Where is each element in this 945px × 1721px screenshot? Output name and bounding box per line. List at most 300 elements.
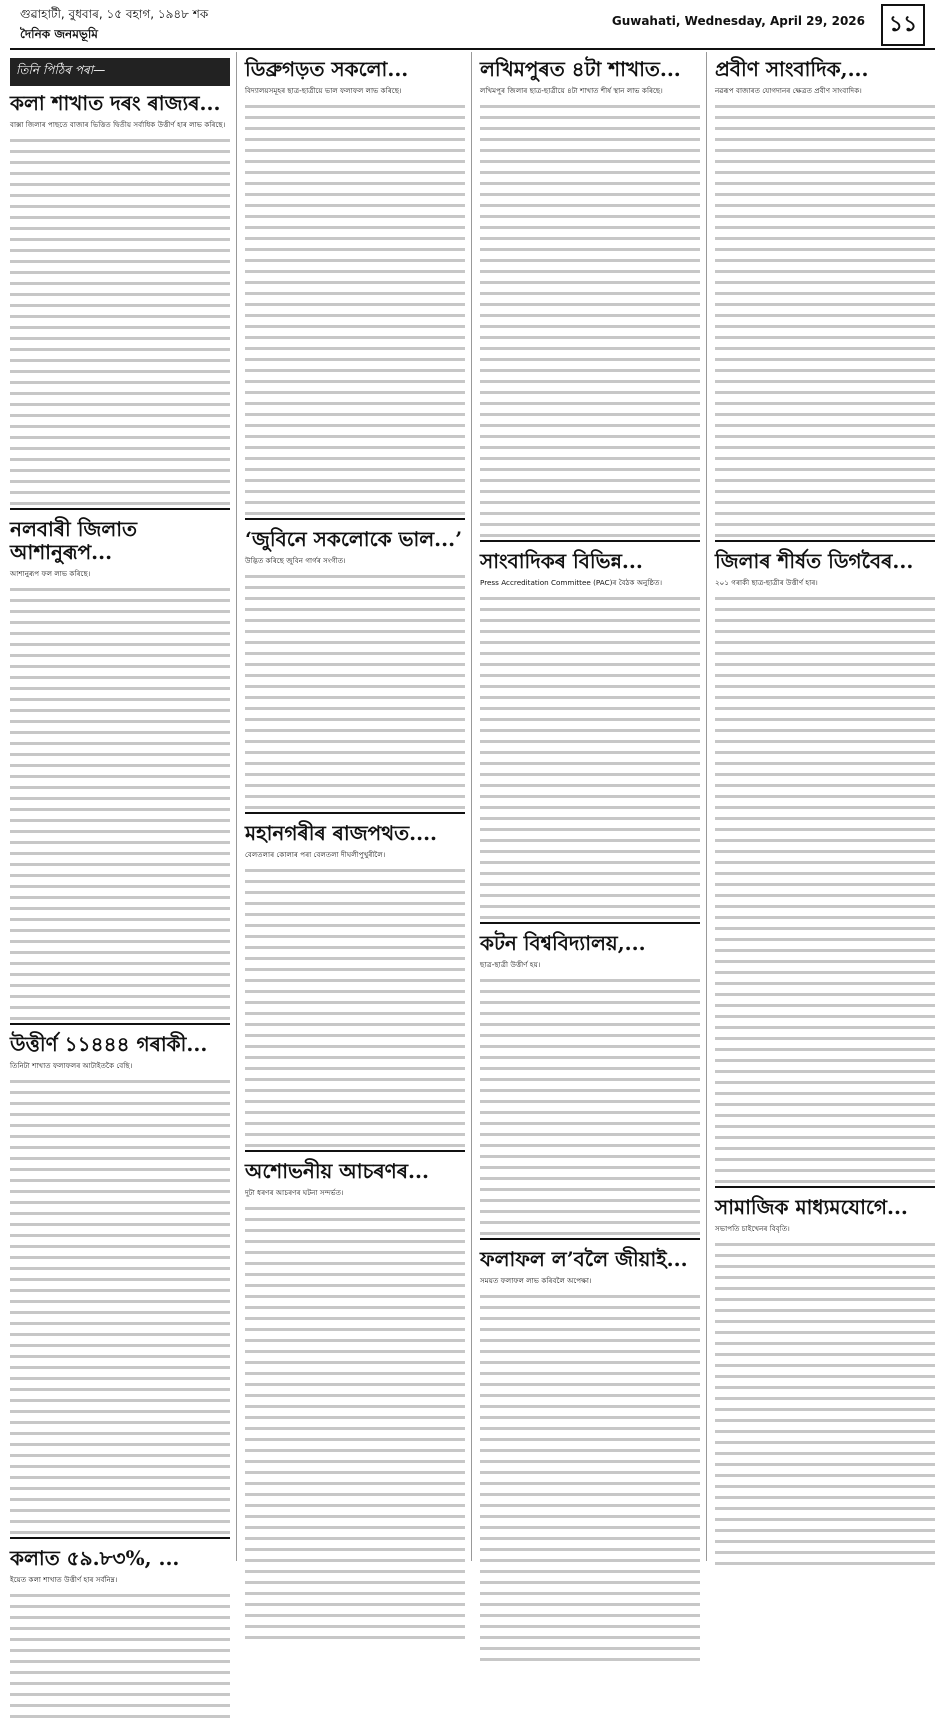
article-body-line: [480, 1576, 700, 1587]
article-body-line: [480, 680, 700, 691]
article-body-line: [10, 1493, 230, 1504]
article-body-line: [10, 847, 230, 858]
article-headline[interactable]: কলাত ৫৯.৮৩%, ...: [10, 1546, 180, 1570]
article-headline[interactable]: কটন বিশ্ববিদ্যালয়,...: [480, 931, 646, 955]
article-body-line: [245, 1312, 465, 1323]
article-body-line: [715, 878, 935, 889]
article-body-line: [480, 320, 700, 331]
article-lead: ২০১ গৰাকী ছাত্ৰ-ছাত্ৰীৰ উত্তীৰ্ণ হাৰ।: [715, 578, 818, 587]
article-body-line: [715, 801, 935, 812]
article-body-line: [245, 963, 465, 974]
article-body-line: [245, 996, 465, 1007]
article-body-line: [715, 199, 935, 210]
article-body-line: [480, 452, 700, 463]
article-body-line: [10, 858, 230, 869]
article-body-line: [715, 900, 935, 911]
article-body-line: [245, 419, 465, 430]
article-body-line: [480, 812, 700, 823]
article-body-line: [245, 452, 465, 463]
article-body-line: [480, 331, 700, 342]
article-body-line: [10, 1001, 230, 1012]
column-1: [10, 52, 237, 1584]
article-body-line: [480, 100, 700, 111]
article-body-line: [10, 583, 230, 594]
article-body-line: [10, 1141, 230, 1152]
article-body-line: [245, 897, 465, 908]
article-body-line: [480, 1653, 700, 1664]
article-body-line: [10, 1460, 230, 1471]
article-body-line: [245, 930, 465, 941]
article-body-line: [480, 1543, 700, 1554]
article-body-line: [245, 801, 465, 812]
article-body-line: [245, 1367, 465, 1378]
article-body-line: [480, 713, 700, 724]
article-body-line: [715, 1546, 935, 1557]
article-lead: বেলতলাৰ কোলাৰ পৰা বেলতলা দীঘলীপুখুৰীলৈ।: [245, 850, 386, 859]
article-body-line: [10, 1240, 230, 1251]
article-body-line: [480, 691, 700, 702]
article-headline[interactable]: ফলাফল ল’বলৈ জীয়াই...: [480, 1247, 688, 1271]
article-headline[interactable]: অশোভনীয় আচৰণৰ...: [245, 1159, 429, 1183]
article-lead: সময়ত ফলাফল লাভ কৰিবলৈ অপেক্ষা।: [480, 1276, 592, 1285]
article-body-line: [480, 1183, 700, 1194]
article-body-line: [10, 200, 230, 211]
article-body-line: [715, 658, 935, 669]
article: [715, 58, 935, 540]
article-body-line: [715, 1425, 935, 1436]
article-body-line: [480, 1172, 700, 1183]
article-body-line: [715, 1381, 935, 1392]
article-body-line: [10, 990, 230, 1001]
article-body-line: [10, 442, 230, 453]
article-body-line: [10, 1218, 230, 1229]
article-body-line: [480, 790, 700, 801]
article-headline[interactable]: সাংবাদিকৰ বিভিন্ন...: [480, 549, 643, 573]
article-body-line: [10, 1108, 230, 1119]
article-body-line: [480, 867, 700, 878]
article-body-line: [480, 1095, 700, 1106]
article-body-line: [715, 1348, 935, 1359]
article-body-line: [480, 768, 700, 779]
article-body-line: [10, 1086, 230, 1097]
article-body-line: [10, 748, 230, 759]
article-body-line: [480, 603, 700, 614]
article-body-line: [715, 768, 935, 779]
article-body-line: [480, 1216, 700, 1227]
article-body-line: [715, 452, 935, 463]
article-headline[interactable]: লখিমপুৰত ৪টা শাখাত...: [480, 57, 681, 81]
article-body-line: [480, 166, 700, 177]
article-body-line: [480, 911, 700, 922]
article-body-line: [480, 834, 700, 845]
article-body-line: [245, 155, 465, 166]
article-body-line: [10, 486, 230, 497]
article-headline[interactable]: জিলাৰ শীৰ্ষত ডিগবৈৰ...: [715, 549, 914, 573]
article-body-line: [480, 243, 700, 254]
article-body-line: [480, 1007, 700, 1018]
article-body-line: [480, 1433, 700, 1444]
article-body-line: [715, 592, 935, 603]
article-body-line: [10, 343, 230, 354]
article-body-line: [10, 682, 230, 693]
article-body-line: [10, 660, 230, 671]
article-body-line: [245, 1095, 465, 1106]
article-body-line: [480, 397, 700, 408]
article-body-line: [10, 134, 230, 145]
article-body-line: [715, 298, 935, 309]
article-body-line: [245, 298, 465, 309]
article-body-line: [10, 1600, 230, 1611]
article-body-line: [715, 757, 935, 768]
article-body-line: [715, 1436, 935, 1447]
article-body-line: [715, 1337, 935, 1348]
article-body-line: [480, 1488, 700, 1499]
article-body-line: [480, 353, 700, 364]
article-body-line: [10, 1174, 230, 1185]
article: [245, 518, 465, 812]
article-body-line: [10, 935, 230, 946]
article-headline[interactable]: ‘জুবিনে সকলোকে ভাল...’: [245, 527, 463, 551]
article-body-line: [480, 485, 700, 496]
article-body-line: [10, 1306, 230, 1317]
article-body-line: [245, 397, 465, 408]
article-body-line: [245, 757, 465, 768]
article-body-line: [480, 1422, 700, 1433]
article-body-line: [10, 1710, 230, 1721]
article-body-line: [715, 331, 935, 342]
article-body-line: [10, 1295, 230, 1306]
article-body-line: [480, 1227, 700, 1238]
article: [10, 92, 230, 508]
article-body-line: [10, 145, 230, 156]
article-body-line: [245, 309, 465, 320]
article-body-line: [480, 375, 700, 386]
article-body-line: [715, 265, 935, 276]
article-body-line: [715, 397, 935, 408]
article-body-line: [245, 430, 465, 441]
article-body-line: [480, 1205, 700, 1216]
article-body-line: [10, 1152, 230, 1163]
article-body-line: [10, 1273, 230, 1284]
article-body-line: [245, 331, 465, 342]
article-body-line: [715, 232, 935, 243]
article-body-line: [480, 441, 700, 452]
article-body-line: [245, 603, 465, 614]
article-body-line: [245, 1411, 465, 1422]
article-body-line: [480, 669, 700, 680]
article-body-line: [10, 244, 230, 255]
date-english: Guwahati, Wednesday, April 29, 2026: [611, 14, 865, 28]
article-body-line: [245, 647, 465, 658]
article-body-line: [715, 889, 935, 900]
article-body-line: [245, 779, 465, 790]
article-body-line: [245, 1040, 465, 1051]
article-body-line: [480, 1631, 700, 1642]
article-body-line: [245, 1565, 465, 1576]
article-body-line: [480, 1323, 700, 1334]
article-body-line: [245, 408, 465, 419]
article-body-line: [245, 1073, 465, 1084]
article-body-line: [480, 364, 700, 375]
article-body-line: [10, 167, 230, 178]
article-body-line: [715, 1315, 935, 1326]
article-body-line: [10, 1589, 230, 1600]
article-body-line: [480, 463, 700, 474]
article-body-line: [245, 386, 465, 397]
article-body-line: [245, 1106, 465, 1117]
article-body-line: [715, 309, 935, 320]
article-body-line: [245, 746, 465, 757]
article-body-line: [715, 342, 935, 353]
article-headline[interactable]: নলবাৰী জিলাত আশানুৰূপ...: [10, 517, 138, 564]
article-body-line: [10, 891, 230, 902]
article: [10, 1023, 230, 1537]
article-body-line: [480, 254, 700, 265]
article-headline[interactable]: উত্তীৰ্ণ ১১৪৪৪ গৰাকী...: [10, 1032, 208, 1056]
article-body-line: [245, 276, 465, 287]
article-body-line: [245, 1543, 465, 1554]
article-lead: লখিমপুৰ জিলাৰ ছাত্ৰ-ছাত্ৰীয়ে ৪টা শাখাত শীৰ্ষ স্থান লাভ কৰিছে।: [480, 86, 663, 95]
article: [715, 1186, 935, 1568]
article-body-line: [715, 713, 935, 724]
article-body-line: [245, 232, 465, 243]
article-body-line: [10, 1394, 230, 1405]
article-body-line: [245, 1378, 465, 1389]
article-body-line: [715, 790, 935, 801]
article-body-line: [480, 529, 700, 540]
article: [480, 58, 700, 540]
article-body-line: [10, 693, 230, 704]
article-body-line: [245, 702, 465, 713]
article-body-line: [480, 1334, 700, 1345]
article-body-line: [480, 1128, 700, 1139]
article-body-line: [245, 1301, 465, 1312]
article-body-line: [10, 1611, 230, 1622]
article-body-line: [480, 1084, 700, 1095]
article-body-line: [10, 726, 230, 737]
article-headline[interactable]: সামাজিক মাধ্যমযোগে...: [715, 1195, 908, 1219]
article-body-line: [10, 354, 230, 365]
article-body-line: [10, 387, 230, 398]
article-body-line: [245, 1532, 465, 1543]
article-body-line: [480, 1466, 700, 1477]
article-body-line: [480, 1389, 700, 1400]
article-body-line: [715, 1065, 935, 1076]
article-body-line: [245, 724, 465, 735]
article-body-line: [480, 518, 700, 529]
article-body-line: [715, 779, 935, 790]
article-body-line: [715, 955, 935, 966]
article-body-line: [245, 864, 465, 875]
article-body-line: [245, 614, 465, 625]
article-body-line: [480, 287, 700, 298]
article-body-line: [480, 1018, 700, 1029]
article-headline[interactable]: মহানগৰীৰ ৰাজপথত....: [245, 821, 438, 845]
article-body-line: [480, 419, 700, 430]
article-body-line: [10, 1372, 230, 1383]
article-body-line: [10, 1688, 230, 1699]
article-body-line: [245, 133, 465, 144]
article-body-line: [480, 1598, 700, 1609]
article-body-line: [245, 1499, 465, 1510]
article-body-line: [245, 1062, 465, 1073]
article-body-line: [245, 1356, 465, 1367]
article-body-line: [245, 1345, 465, 1356]
column-4: [715, 52, 935, 1561]
article-lead: Press Accreditation Committee (PAC)ৰ বৈঠক অনুষ্ঠিত।: [480, 578, 663, 587]
article-body-line: [10, 825, 230, 836]
article-body-line: [10, 1196, 230, 1207]
article-body-line: [480, 210, 700, 221]
article-body-line: [715, 1535, 935, 1546]
article-body-line: [245, 1334, 465, 1345]
article-body-line: [245, 265, 465, 276]
article-body-line: [245, 122, 465, 133]
article-body-line: [715, 144, 935, 155]
article-body-line: [245, 1279, 465, 1290]
article-body-line: [715, 133, 935, 144]
article-body-line: [245, 221, 465, 232]
article-body-line: [245, 875, 465, 886]
article-body-line: [715, 408, 935, 419]
article-body-line: [10, 1251, 230, 1262]
article-body-line: [480, 309, 700, 320]
article-body-line: [715, 823, 935, 834]
article-body-line: [480, 1356, 700, 1367]
article-body-line: [10, 211, 230, 222]
article-body-line: [480, 985, 700, 996]
article-lead: ইয়েত কলা শাখাত উত্তীৰ্ণ হাৰ সৰ্বনিম্ন।: [10, 1575, 118, 1584]
article-body-line: [245, 1477, 465, 1488]
article-body-line: [10, 1622, 230, 1633]
column-2: [245, 52, 472, 1561]
article-body-line: [10, 1317, 230, 1328]
article-body-line: [480, 1411, 700, 1422]
article-body-line: [715, 999, 935, 1010]
article-body-line: [245, 1389, 465, 1400]
article-body-line: [10, 924, 230, 935]
article-body-line: [245, 1422, 465, 1433]
article-body-line: [10, 1482, 230, 1493]
article-body-line: [10, 299, 230, 310]
article-body-line: [10, 1229, 230, 1240]
article-body-line: [245, 790, 465, 801]
article-body-line: [245, 474, 465, 485]
article-body-line: [245, 886, 465, 897]
article-body-line: [715, 845, 935, 856]
article-body-line: [10, 431, 230, 442]
article-body-line: [480, 746, 700, 757]
article-body-line: [480, 702, 700, 713]
article-body-line: [10, 178, 230, 189]
article-body-line: [245, 636, 465, 647]
article-body-line: [480, 1062, 700, 1073]
article-body-line: [10, 770, 230, 781]
article-headline[interactable]: ডিব্ৰুগড়ত সকলো...: [245, 57, 409, 81]
article-body-line: [10, 704, 230, 715]
article-body-line: [245, 1117, 465, 1128]
article-body-line: [10, 737, 230, 748]
article-body-line: [480, 1444, 700, 1455]
article-body-line: [245, 353, 465, 364]
article-body-line: [715, 691, 935, 702]
article-body-line: [10, 913, 230, 924]
article-body-line: [715, 386, 935, 397]
article-body-line: [10, 968, 230, 979]
article-body-line: [245, 1554, 465, 1565]
article-body-line: [10, 1666, 230, 1677]
article-body-line: [10, 1012, 230, 1023]
article: [245, 58, 465, 518]
article-body-line: [480, 1161, 700, 1172]
article-body-line: [10, 1644, 230, 1655]
article-body-line: [10, 1119, 230, 1130]
article-body-line: [245, 1488, 465, 1499]
article-body-line: [715, 1447, 935, 1458]
article-body-line: [245, 691, 465, 702]
article-body-line: [480, 342, 700, 353]
article-body-line: [480, 1194, 700, 1205]
article-body-line: [715, 1370, 935, 1381]
article-body-line: [245, 1007, 465, 1018]
article-body-line: [715, 1469, 935, 1480]
article-body-line: [715, 1480, 935, 1491]
article-body-line: [715, 1120, 935, 1131]
article-body-line: [715, 1271, 935, 1282]
article-body-line: [245, 1290, 465, 1301]
article-lead: বাক্সা জিলাৰ পাছতে বাজাৰ ভিত্তিত দ্বিতীয় সৰ্বাধিক উত্তীৰ্ণ হাৰ লাভ কৰিছে।: [10, 120, 226, 129]
article-body-line: [480, 1290, 700, 1301]
article-headline[interactable]: কলা শাখাত দৰং ৰাজ্যৰ...: [10, 91, 221, 115]
article-headline[interactable]: প্ৰবীণ সাংবাদিক,...: [715, 57, 869, 81]
article-body-line: [480, 1565, 700, 1576]
article-body-line: [715, 911, 935, 922]
article-body-line: [715, 1414, 935, 1425]
article-body-line: [10, 946, 230, 957]
article-body-line: [10, 1699, 230, 1710]
article-body-line: [715, 966, 935, 977]
article-body-line: [245, 669, 465, 680]
article-body-line: [10, 803, 230, 814]
article-body-line: [480, 856, 700, 867]
article-body-line: [715, 1164, 935, 1175]
article-body-line: [715, 1010, 935, 1021]
article-body-line: [245, 1400, 465, 1411]
article-body-line: [480, 1477, 700, 1488]
article-body-line: [715, 122, 935, 133]
article-body-line: [10, 1471, 230, 1482]
article-body-line: [245, 1018, 465, 1029]
article-body-line: [10, 1075, 230, 1086]
article-body-line: [245, 1433, 465, 1444]
article-body-line: [715, 724, 935, 735]
article-body-line: [715, 243, 935, 254]
article-body-line: [480, 801, 700, 812]
article-body-line: [480, 592, 700, 603]
article-body-line: [245, 287, 465, 298]
article-body-line: [480, 177, 700, 188]
article-body-line: [715, 353, 935, 364]
article-body-line: [480, 276, 700, 287]
article-body-line: [715, 636, 935, 647]
article-body-line: [715, 100, 935, 111]
article-body-line: [245, 985, 465, 996]
article-body-line: [480, 1345, 700, 1356]
article-body-line: [715, 988, 935, 999]
article-body-line: [480, 1620, 700, 1631]
article-body-line: [10, 1449, 230, 1460]
article-body-line: [10, 1633, 230, 1644]
